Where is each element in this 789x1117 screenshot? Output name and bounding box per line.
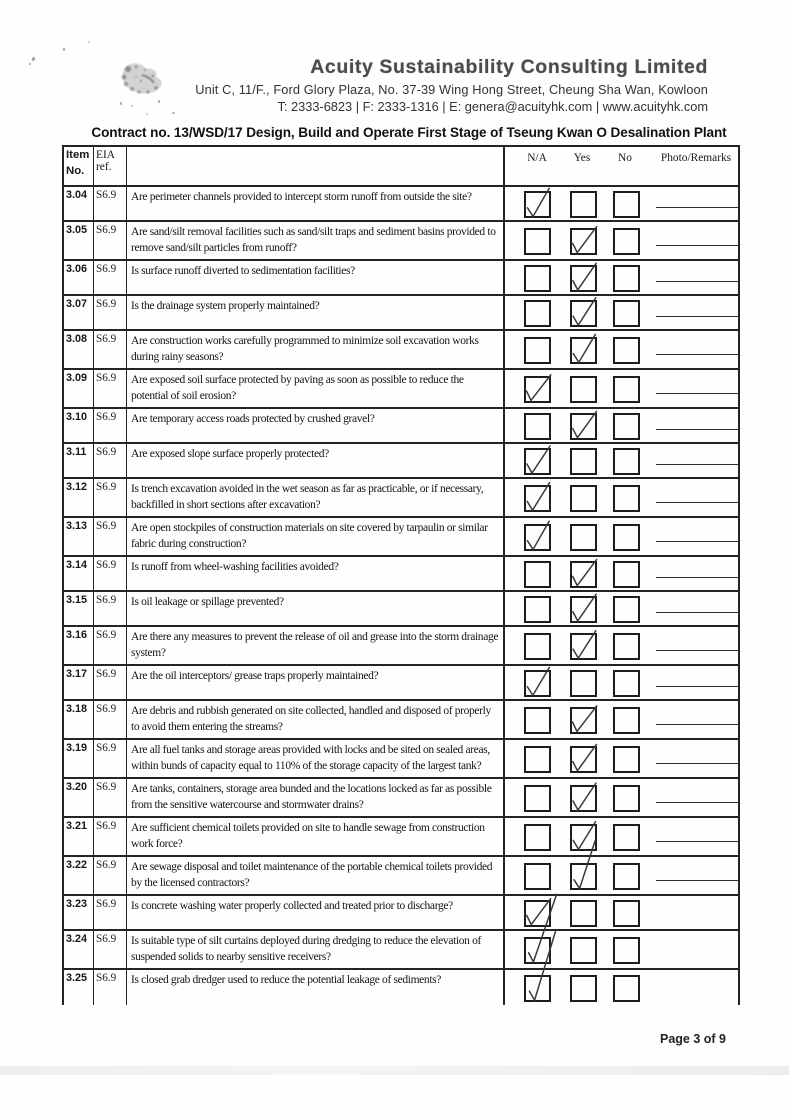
- checkbox-no[interactable]: [613, 413, 640, 440]
- checkbox-yes[interactable]: [570, 937, 597, 964]
- item-no: 3.25: [64, 970, 94, 1005]
- header-question-blank: [127, 147, 505, 185]
- item-no: 3.20: [64, 779, 94, 816]
- scan-noise-mark: [29, 63, 31, 65]
- answer-cell: [505, 296, 738, 329]
- header-no: No: [618, 152, 632, 164]
- eia-ref: S6.9: [94, 701, 127, 738]
- answer-cell: [505, 557, 738, 590]
- checkbox-no[interactable]: [613, 785, 640, 812]
- checkbox-no[interactable]: [613, 824, 640, 851]
- checkbox-yes[interactable]: [570, 707, 597, 734]
- eia-ref: S6.9: [94, 857, 127, 894]
- table-row: [64, 557, 738, 592]
- scan-noise-mark: [31, 57, 36, 62]
- checkbox-no[interactable]: [613, 300, 640, 327]
- company-contact: T: 2333-6823 | F: 2333-1316 | E: genera@acuityhk.com | www.acuityhk.com: [277, 99, 708, 114]
- table-row: [64, 627, 738, 666]
- checkbox-na[interactable]: [524, 746, 551, 773]
- table-row: [64, 331, 738, 370]
- question-text: Is the drainage system properly maintained?: [127, 296, 505, 329]
- checkbox-no[interactable]: [613, 265, 640, 292]
- remarks-line[interactable]: [656, 464, 740, 465]
- eia-ref: S6.9: [94, 444, 127, 477]
- question-text: Are open stockpiles of construction materials on site covered by tarpaulin or similar fabric during construction?: [127, 518, 505, 555]
- item-no: 3.23: [64, 896, 94, 929]
- remarks-line[interactable]: [656, 207, 740, 208]
- handwritten-tick-icon: [568, 735, 601, 776]
- eia-ref: S6.9: [94, 518, 127, 555]
- checkbox-yes[interactable]: [570, 900, 597, 927]
- checkbox-yes[interactable]: [570, 561, 597, 588]
- checkbox-no[interactable]: [613, 863, 640, 890]
- item-no: 3.22: [64, 857, 94, 894]
- answer-cell: [505, 779, 738, 816]
- checkbox-na[interactable]: [524, 561, 551, 588]
- answer-cell: [505, 444, 738, 477]
- checkbox-yes[interactable]: [570, 265, 597, 292]
- handwritten-tick-icon: [569, 289, 602, 330]
- answer-cell: [505, 518, 738, 555]
- checkbox-na[interactable]: [524, 670, 551, 697]
- table-row: [64, 222, 738, 261]
- letterhead: [80, 56, 708, 114]
- item-no: 3.08: [64, 331, 94, 368]
- question-text: Is trench excavation avoided in the wet season as far as practicable, or if necessary, backfilled in short sections after excavation?: [127, 479, 505, 516]
- item-no: 3.17: [64, 666, 94, 699]
- checkbox-no[interactable]: [613, 376, 640, 403]
- answer-cell: [505, 627, 738, 664]
- answer-cell: [505, 740, 738, 777]
- table-row: [64, 740, 738, 779]
- answer-cell: [505, 857, 738, 894]
- question-text: Are the oil interceptors/ grease traps properly maintained?: [127, 666, 505, 699]
- table-row: [64, 931, 738, 970]
- remarks-line[interactable]: [656, 880, 740, 881]
- question-text: Are exposed soil surface protected by paving as soon as possible to reduce the potential of soil erosion?: [127, 370, 505, 407]
- item-no: 3.18: [64, 701, 94, 738]
- checkbox-yes[interactable]: [570, 228, 597, 255]
- item-no: 3.04: [64, 187, 94, 220]
- answer-cell: [505, 370, 738, 407]
- checkbox-yes[interactable]: [570, 670, 597, 697]
- handwritten-tick-icon: [569, 254, 602, 295]
- contract-title: Contract no. 13/WSD/17 Design, Build and Operate First Stage of Tseung Kwan O Desalination Plant: [91, 125, 727, 140]
- remarks-line[interactable]: [656, 763, 740, 764]
- eia-ref: S6.9: [94, 818, 127, 855]
- checkbox-na[interactable]: [524, 707, 551, 734]
- question-text: Are sewage disposal and toilet maintenance of the portable chemical toilets provided by the licensed contractors?: [127, 857, 505, 894]
- remarks-line[interactable]: [656, 429, 740, 430]
- checklist-rows: [64, 187, 738, 1005]
- checkbox-no[interactable]: [613, 448, 640, 475]
- handwritten-tick-icon: [522, 474, 555, 515]
- checkbox-na[interactable]: [524, 413, 551, 440]
- checkbox-yes[interactable]: [570, 191, 597, 218]
- scan-noise-mark: [88, 41, 90, 43]
- handwritten-tick-icon: [522, 364, 557, 406]
- question-text: Are there any measures to prevent the release of oil and grease into the storm drainage system?: [127, 627, 505, 664]
- scan-noise-mark: [63, 48, 65, 51]
- remarks-line[interactable]: [656, 612, 740, 613]
- question-text: Are debris and rubbish generated on site collected, handled and disposed of properly to avoid them entering the streams?: [127, 701, 505, 738]
- answer-cell: [505, 479, 738, 516]
- checkbox-na[interactable]: [524, 900, 551, 927]
- checkbox-no[interactable]: [613, 900, 640, 927]
- question-text: Are sufficient chemical toilets provided on site to handle sewage from construction work force?: [127, 818, 505, 855]
- question-text: Is concrete washing water properly collected and treated prior to discharge?: [127, 896, 505, 929]
- checkbox-yes[interactable]: [570, 448, 597, 475]
- table-row: [64, 857, 738, 896]
- remarks-line[interactable]: [656, 281, 740, 282]
- question-text: Are tanks, containers, storage area bunded and the locations locked as far as possible from the sensitive watercourse and stormwater drains?: [127, 779, 505, 816]
- header-na: N/A: [527, 152, 547, 164]
- answer-cell: [505, 222, 738, 259]
- checkbox-no[interactable]: [613, 596, 640, 623]
- checkbox-na[interactable]: [524, 596, 551, 623]
- checkbox-yes[interactable]: [570, 633, 597, 660]
- item-no: 3.21: [64, 818, 94, 855]
- company-address: Unit C, 11/F., Ford Glory Plaza, No. 37-39 Wing Hong Street, Cheung Sha Wan, Kowloon: [195, 82, 708, 97]
- checkbox-yes[interactable]: [570, 337, 597, 364]
- item-no: 3.16: [64, 627, 94, 664]
- question-text: Are all fuel tanks and storage areas provided with locks and be sited on sealed areas, within bunds of capacity equal to 110% of the storage capacity of the largest tank?: [127, 740, 505, 777]
- question-text: Is suitable type of silt curtains deployed during dredging to reduce the elevation of suspended solids to nearby sensitive receivers?: [127, 931, 505, 968]
- checkbox-na[interactable]: [524, 485, 551, 512]
- table-row: [64, 370, 738, 409]
- answer-cell: [505, 187, 738, 220]
- eia-ref: S6.9: [94, 557, 127, 590]
- checkbox-na[interactable]: [524, 785, 551, 812]
- remarks-line[interactable]: [656, 245, 740, 246]
- checkbox-na[interactable]: [524, 228, 551, 255]
- eia-ref: S6.9: [94, 296, 127, 329]
- remarks-line[interactable]: [656, 802, 740, 803]
- checkbox-no[interactable]: [613, 670, 640, 697]
- question-text: Are exposed slope surface properly protected?: [127, 444, 505, 477]
- handwritten-tick-icon: [522, 512, 557, 554]
- checkbox-yes[interactable]: [570, 376, 597, 403]
- table-row: [64, 479, 738, 518]
- remarks-line[interactable]: [656, 502, 740, 503]
- checkbox-na[interactable]: [524, 300, 551, 327]
- checkbox-na[interactable]: [524, 524, 551, 551]
- question-text: Is surface runoff diverted to sedimentation facilities?: [127, 261, 505, 294]
- checkbox-na[interactable]: [524, 376, 551, 403]
- checkbox-no[interactable]: [613, 746, 640, 773]
- checkbox-yes[interactable]: [570, 413, 597, 440]
- handwritten-tick-icon: [568, 326, 602, 368]
- eia-ref: S6.9: [94, 970, 127, 1005]
- checkbox-yes[interactable]: [570, 785, 597, 812]
- checkbox-no[interactable]: [613, 228, 640, 255]
- table-row: [64, 818, 738, 857]
- checkbox-yes[interactable]: [570, 300, 597, 327]
- page-number: Page 3 of 9: [660, 1032, 726, 1046]
- table-row: [64, 409, 738, 444]
- table-row: [64, 518, 738, 557]
- checkbox-no[interactable]: [613, 485, 640, 512]
- eia-ref: S6.9: [94, 222, 127, 259]
- eia-ref: S6.9: [94, 187, 127, 220]
- table-row: [64, 779, 738, 818]
- checkbox-na[interactable]: [524, 937, 551, 964]
- handwritten-tick-icon: [569, 585, 602, 626]
- answer-cell: [505, 331, 738, 368]
- question-text: Are sand/silt removal facilities such as sand/silt traps and sediment basins provided to remove sand/silt particles from runoff?: [127, 222, 505, 259]
- checkbox-na[interactable]: [524, 863, 551, 890]
- answer-cell: [505, 896, 738, 929]
- question-text: Are perimeter channels provided to intercept storm runoff from outside the site?: [127, 187, 505, 220]
- table-row: [64, 592, 738, 627]
- checkbox-na[interactable]: [524, 633, 551, 660]
- handwritten-tick-icon: [568, 695, 603, 737]
- checklist-table: [62, 145, 740, 1005]
- item-no: 3.15: [64, 592, 94, 625]
- remarks-line[interactable]: [656, 724, 740, 725]
- handwritten-tick-icon: [568, 813, 601, 854]
- remarks-line[interactable]: [656, 316, 740, 317]
- checkbox-na[interactable]: [524, 824, 551, 851]
- checkbox-no[interactable]: [613, 975, 640, 1002]
- checkbox-no[interactable]: [613, 191, 640, 218]
- table-row: [64, 970, 738, 1005]
- answer-cell: [505, 931, 738, 968]
- item-no: 3.09: [64, 370, 94, 407]
- item-no: 3.24: [64, 931, 94, 968]
- eia-ref: S6.9: [94, 740, 127, 777]
- eia-ref: S6.9: [94, 261, 127, 294]
- answer-cell: [505, 818, 738, 855]
- table-row: [64, 261, 738, 296]
- checkbox-no[interactable]: [613, 937, 640, 964]
- remarks-line[interactable]: [656, 354, 740, 355]
- handwritten-tick-icon: [569, 622, 602, 663]
- item-no: 3.11: [64, 444, 94, 477]
- item-no: 3.12: [64, 479, 94, 516]
- checkbox-no[interactable]: [613, 524, 640, 551]
- eia-ref: S6.9: [94, 931, 127, 968]
- header-photo-remarks: Photo/Remarks: [660, 152, 732, 164]
- question-text: Is runoff from wheel-washing facilities avoided?: [127, 557, 505, 590]
- checkbox-no[interactable]: [613, 561, 640, 588]
- eia-ref: S6.9: [94, 592, 127, 625]
- handwritten-tick-icon: [568, 217, 602, 259]
- checkbox-no[interactable]: [613, 633, 640, 660]
- answer-cell: [505, 409, 738, 442]
- table-row: [64, 187, 738, 222]
- handwritten-tick-icon: [569, 775, 601, 815]
- question-text: Is oil leakage or spillage prevented?: [127, 592, 505, 625]
- item-no: 3.13: [64, 518, 94, 555]
- checkbox-na[interactable]: [524, 975, 551, 1002]
- table-row: [64, 666, 738, 701]
- company-name: Acuity Sustainability Consulting Limited: [310, 56, 708, 78]
- answer-cell: [505, 701, 738, 738]
- header-yes: Yes: [573, 152, 591, 164]
- remarks-line[interactable]: [656, 650, 740, 651]
- item-no: 3.06: [64, 261, 94, 294]
- answer-cell: [505, 592, 738, 625]
- checkbox-yes[interactable]: [570, 975, 597, 1002]
- answer-cell: [505, 666, 738, 699]
- checkbox-na[interactable]: [524, 265, 551, 292]
- answer-cell: [505, 970, 738, 1005]
- checkbox-yes[interactable]: [570, 863, 597, 890]
- checkbox-na[interactable]: [524, 448, 551, 475]
- eia-ref: S6.9: [94, 331, 127, 368]
- eia-ref: S6.9: [94, 627, 127, 664]
- handwritten-tick-icon: [568, 402, 601, 443]
- scan-edge-artifact: [0, 1066, 789, 1075]
- table-row: [64, 444, 738, 479]
- checkbox-yes[interactable]: [570, 485, 597, 512]
- checkbox-no[interactable]: [613, 337, 640, 364]
- checkbox-yes[interactable]: [570, 824, 597, 851]
- eia-ref: S6.9: [94, 779, 127, 816]
- eia-ref: S6.9: [94, 479, 127, 516]
- item-no: 3.10: [64, 409, 94, 442]
- answer-cell: [505, 261, 738, 294]
- header-item-no: Item No.: [64, 147, 94, 185]
- checkbox-na[interactable]: [524, 337, 551, 364]
- table-row: [64, 896, 738, 931]
- handwritten-tick-icon: [523, 438, 555, 478]
- eia-ref: S6.9: [94, 370, 127, 407]
- checkbox-yes[interactable]: [570, 524, 597, 551]
- table-row: [64, 701, 738, 740]
- remarks-line[interactable]: [656, 393, 740, 394]
- item-no: 3.14: [64, 557, 94, 590]
- eia-ref: S6.9: [94, 666, 127, 699]
- eia-ref: S6.9: [94, 896, 127, 929]
- question-text: Are temporary access roads protected by crushed gravel?: [127, 409, 505, 442]
- eia-ref: S6.9: [94, 409, 127, 442]
- question-text: Is closed grab dredger used to reduce the potential leakage of sediments?: [127, 970, 505, 1005]
- header-eia-ref: EIA ref.: [94, 147, 127, 185]
- question-text: Are construction works carefully programmed to minimize soil excavation works during rainy seasons?: [127, 331, 505, 368]
- item-no: 3.07: [64, 296, 94, 329]
- remarks-line[interactable]: [656, 577, 740, 578]
- item-no: 3.19: [64, 740, 94, 777]
- remarks-line[interactable]: [656, 541, 740, 542]
- checkbox-no[interactable]: [613, 707, 640, 734]
- table-row: [64, 296, 738, 331]
- checkbox-yes[interactable]: [570, 596, 597, 623]
- checkbox-yes[interactable]: [570, 746, 597, 773]
- checkbox-na[interactable]: [524, 191, 551, 218]
- remarks-line[interactable]: [656, 686, 740, 687]
- remarks-line[interactable]: [656, 841, 740, 842]
- table-header-row: [64, 147, 738, 187]
- header-answers: [505, 147, 738, 185]
- item-no: 3.05: [64, 222, 94, 259]
